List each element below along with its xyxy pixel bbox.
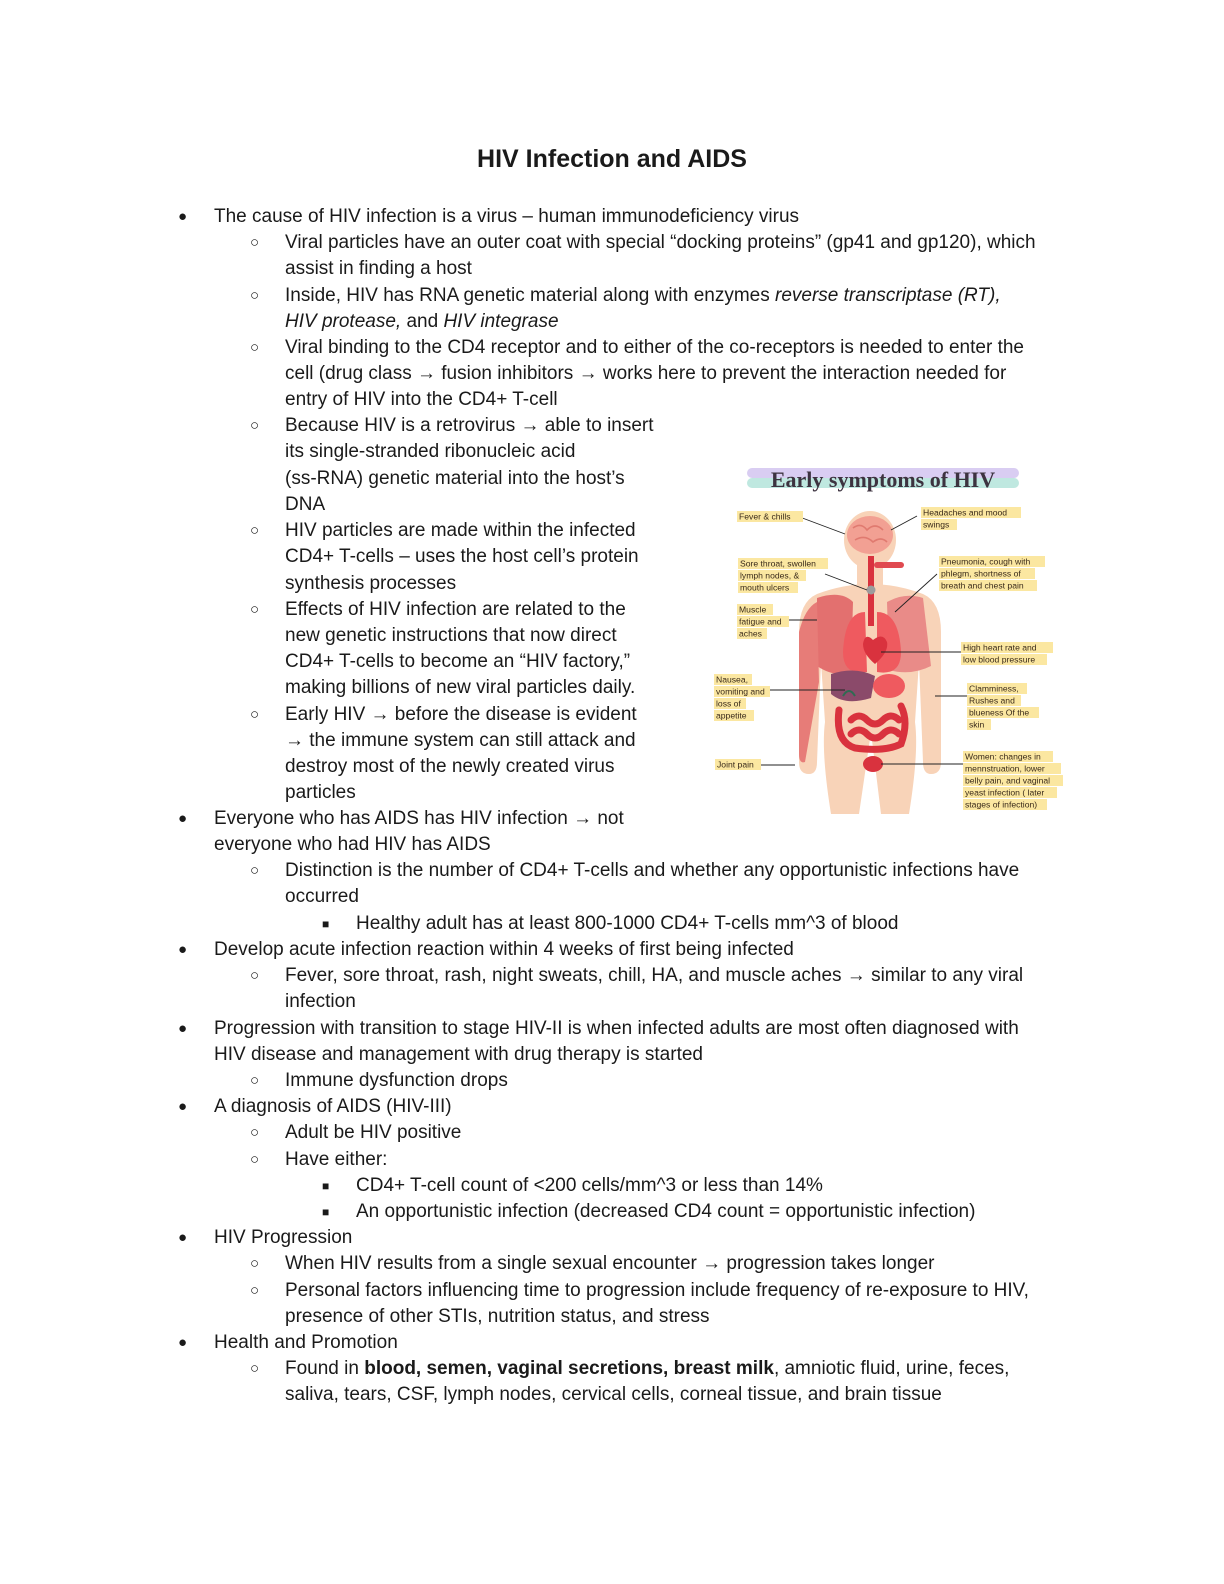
text-line: entry of HIV into the CD4+ T-cell xyxy=(285,389,558,410)
square-bullet: ■ xyxy=(322,1179,330,1193)
lymph-node xyxy=(867,586,876,595)
circle-bullet: ○ xyxy=(250,1282,260,1299)
text-line: Health and Promotion xyxy=(214,1332,398,1353)
text-run: Inside, HIV has RNA genetic material along with enzymes xyxy=(285,285,776,306)
circle-bullet: ○ xyxy=(250,862,260,879)
text-line: cell (drug class → fusion inhibitors → works here to prevent the interaction needed for xyxy=(285,363,1007,384)
text-line: DNA xyxy=(285,494,326,515)
text-run: , amniotic fluid, urine, feces, xyxy=(773,1358,1010,1379)
label-sore-throat: lymph nodes, & xyxy=(740,570,800,581)
circle-bullet: ○ xyxy=(250,601,260,618)
label-clamminess: Rushes and xyxy=(969,695,1015,706)
square-bullet: ■ xyxy=(322,917,330,931)
text-line xyxy=(285,283,1001,309)
circle-bullet: ○ xyxy=(250,1151,260,1168)
label-pneumonia: phlegm, shortness of xyxy=(941,568,1021,579)
text-line: The cause of HIV infection is a virus – human immunodeficiency virus xyxy=(214,206,800,227)
text-run: and xyxy=(401,311,444,332)
text-line xyxy=(285,309,559,335)
circle-bullet: ○ xyxy=(250,522,260,539)
text-run: Found in xyxy=(285,1358,365,1379)
text-line: making billions of new viral particles daily. xyxy=(285,677,636,698)
text-line: destroy most of the newly created virus xyxy=(285,756,615,777)
text-line: Healthy adult has at least 800-1000 CD4+ T-cells mm^3 of blood xyxy=(356,913,899,934)
text-line: CD4+ T-cell count of <200 cells/mm^3 or less than 14% xyxy=(356,1175,823,1196)
text-line: Adult be HIV positive xyxy=(285,1122,462,1143)
text-line: particles xyxy=(285,782,356,803)
stomach xyxy=(873,674,905,698)
text-line: An opportunistic infection (decreased CD4 count = opportunistic infection) xyxy=(356,1201,976,1222)
symptoms-illustration xyxy=(705,462,1065,817)
circle-bullet: ○ xyxy=(250,339,260,356)
label-headache: Headaches and mood xyxy=(923,507,1008,518)
label-pneumonia: Pneumonia, cough with xyxy=(941,556,1031,567)
text-line: Fever, sore throat, rash, night sweats, chill, HA, and muscle aches → similar to any viral xyxy=(285,965,1024,986)
text-line: synthesis processes xyxy=(285,573,457,594)
text-line: A diagnosis of AIDS (HIV-III) xyxy=(214,1096,452,1117)
text-line: Effects of HIV infection are related to the xyxy=(285,599,626,620)
text-line: Everyone who has AIDS has HIV infection → not xyxy=(214,808,624,829)
label-pneumonia: breath and chest pain xyxy=(941,580,1024,591)
text-line: occurred xyxy=(285,886,359,907)
text-line: Progression with transition to stage HIV-II is when infected adults are most often diagnosed with xyxy=(214,1018,1019,1039)
circle-bullet: ○ xyxy=(250,234,260,251)
label-clamminess: skin xyxy=(969,719,985,730)
text-line: infection xyxy=(285,991,356,1012)
text-line: Immune dysfunction drops xyxy=(285,1070,508,1091)
label-heart-rate: High heart rate and xyxy=(963,642,1037,653)
label-nausea: appetite xyxy=(716,710,747,721)
disc-bullet: ● xyxy=(178,1020,188,1037)
text-line: Have either: xyxy=(285,1149,388,1170)
text-line: saliva, tears, CSF, lymph nodes, cervical cells, corneal tissue, and brain tissue xyxy=(285,1384,942,1405)
disc-bullet: ● xyxy=(178,941,188,958)
label-clamminess: blueness Of the xyxy=(969,707,1030,718)
text-line: HIV disease and management with drug therapy is started xyxy=(214,1044,703,1065)
text-line: Because HIV is a retrovirus → able to insert xyxy=(285,415,654,436)
text-line: Distinction is the number of CD4+ T-cells and whether any opportunistic infections have xyxy=(285,860,1020,881)
label-nausea: vomiting and xyxy=(716,686,765,697)
text-line: (ss-RNA) genetic material into the host’s xyxy=(285,468,625,489)
label-women: yeast infection ( later xyxy=(965,787,1045,798)
text-line: new genetic instructions that now direct xyxy=(285,625,617,646)
circle-bullet: ○ xyxy=(250,1124,260,1141)
liver xyxy=(831,670,875,701)
disc-bullet: ● xyxy=(178,1229,188,1246)
italic-run: HIV integrase xyxy=(443,311,559,332)
text-line: presence of other STIs, nutrition status, and stress xyxy=(285,1306,710,1327)
text-line: its single-stranded ribonucleic acid xyxy=(285,441,576,462)
text-line: Viral particles have an outer coat with special “docking proteins” (gp41 and gp120), which xyxy=(285,232,1036,253)
circle-bullet: ○ xyxy=(250,1072,260,1089)
italic-run: reverse transcriptase (RT), xyxy=(775,285,1001,306)
circle-bullet: ○ xyxy=(250,1360,260,1377)
label-nausea: Nausea, xyxy=(716,674,749,685)
text-line: Personal factors influencing time to progression include frequency of re-exposure to HIV, xyxy=(285,1280,1029,1301)
square-bullet: ■ xyxy=(322,1205,330,1219)
text-line: HIV Progression xyxy=(214,1227,353,1248)
brain xyxy=(847,516,893,554)
label-sore-throat: mouth ulcers xyxy=(740,582,790,593)
text-line: HIV particles are made within the infected xyxy=(285,520,636,541)
text-line xyxy=(285,1356,1009,1382)
text-line: Viral binding to the CD4 receptor and to either of the co-receptors is needed to enter the xyxy=(285,337,1024,358)
label-sore-throat: Sore throat, swollen xyxy=(740,558,816,569)
circle-bullet: ○ xyxy=(250,417,260,434)
text-line: Develop acute infection reaction within 4 weeks of first being infected xyxy=(214,939,794,960)
circle-bullet: ○ xyxy=(250,967,260,984)
label-muscle: fatigue and xyxy=(739,616,782,627)
text-line: assist in finding a host xyxy=(285,258,472,279)
disc-bullet: ● xyxy=(178,1334,188,1351)
text-line: Early HIV → before the disease is evident xyxy=(285,704,637,725)
text-line: When HIV results from a single sexual encounter → progression takes longer xyxy=(285,1253,935,1274)
disc-bullet: ● xyxy=(178,208,188,225)
label-fever: Fever & chills xyxy=(739,511,791,522)
label-headache: swings xyxy=(923,519,950,530)
bold-run: blood, semen, vaginal secretions, breast milk xyxy=(364,1358,774,1379)
circle-bullet: ○ xyxy=(250,706,260,723)
circle-bullet: ○ xyxy=(250,1255,260,1272)
text-line: everyone who had HIV has AIDS xyxy=(214,834,491,855)
label-women: stages of infection) xyxy=(965,799,1038,810)
disc-bullet: ● xyxy=(178,810,188,827)
label-women: mennstruation, lower xyxy=(965,763,1045,774)
text-line: CD4+ T-cells to become an “HIV factory,” xyxy=(285,651,631,672)
label-women: belly pain, and vaginal xyxy=(965,775,1051,786)
mouth-throat xyxy=(874,562,904,568)
disc-bullet: ● xyxy=(178,1098,188,1115)
label-nausea: loss of xyxy=(716,698,741,709)
early-symptoms-figure xyxy=(705,462,1065,817)
label-muscle: aches xyxy=(739,628,762,639)
italic-run: HIV protease, xyxy=(285,311,402,332)
figure-title: Early symptoms of HIV xyxy=(770,467,996,492)
label-clamminess: Clamminess, xyxy=(969,683,1019,694)
label-women: Women: changes in xyxy=(965,751,1041,762)
text-line: CD4+ T-cells – uses the host cell’s protein xyxy=(285,546,639,567)
page-title: HIV Infection and AIDS xyxy=(477,145,747,173)
text-line: → the immune system can still attack and xyxy=(285,730,636,751)
label-muscle: Muscle xyxy=(739,604,767,615)
circle-bullet: ○ xyxy=(250,287,260,304)
uterus xyxy=(863,756,883,772)
label-joint-pain: Joint pain xyxy=(717,759,754,770)
label-heart-rate: low blood pressure xyxy=(963,654,1036,665)
